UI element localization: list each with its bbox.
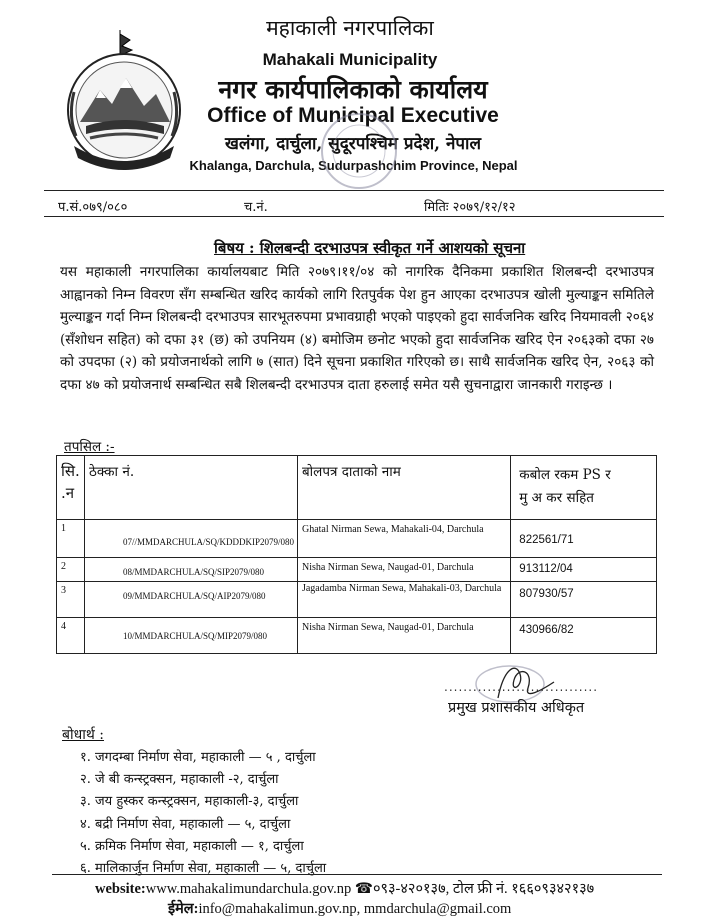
row-contract-number: 08/MMDARCHULA/SQ/SIP2079/080 [84,558,297,582]
row-contract-number: 10/MMDARCHULA/SQ/MIP2079/080 [84,618,297,654]
address-english: Khalanga, Darchula, Sudurpashchim Province, Nepal [189,158,518,173]
list-item: २. जे बी कन्स्ट्रक्सन, महाकाली -२, दार्चुला [80,772,279,788]
email-label: ईमेल: [168,901,199,917]
signature-line: ................................ [444,680,599,694]
dispatch-number: च.नं. [244,200,268,215]
document-date: मितिः २०७९/१२/१२ [424,200,516,215]
footer-email-line [168,898,511,918]
table-row [57,558,657,582]
recipient-list [80,747,326,880]
details-label: तपसिल :- [64,439,115,455]
telephone-icon: ☎ [354,881,373,897]
notice-subject: बिषय : शिलबन्दी दरभाउपत्र स्वीकृत गर्ने आशयको सूचना [214,239,526,257]
row-bid-amount: 430966/82 [511,618,657,654]
signatory-title: प्रमुख प्रशासकीय अधिकृत [448,700,585,716]
row-bid-amount: 822561/71 [511,520,657,558]
list-item: ६. मालिकार्जुन निर्माण सेवा, महाकाली — ५, दार्चुला [80,861,327,877]
table-row [57,618,657,654]
row-bid-amount: 807930/57 [511,582,657,618]
list-item: ५. क्रमिक निर्माण सेवा, महाकाली — १, दार्चुला [80,838,304,854]
row-bidder-name: Nisha Nirman Sewa, Naugad-01, Darchula [297,618,510,654]
phone-number: ०९३-४२०१३७, टोल फ्री नं. १६६०९३४२१३७ [372,881,595,897]
list-item: ३. जय हुस्कर कन्स्ट्रक्सन, महाकाली-३, दार्चुला [80,794,299,810]
header-serial: सि. .न [57,456,85,520]
office-stamp [318,110,400,192]
row-serial: 2 [57,558,85,582]
row-serial: 1 [57,520,85,558]
row-bid-amount: 913112/04 [511,558,657,582]
table-header-row [57,456,657,520]
header-bid-amount: कबोल रकम PS र मु अ कर सहित [511,456,657,520]
row-bidder-name: Nisha Nirman Sewa, Naugad-01, Darchula [297,558,510,582]
municipality-emblem [60,26,188,172]
office-name-english: Office of Municipal Executive [207,104,499,127]
email-address[interactable]: info@mahakalimun.gov.np, mmdarchula@gmail.com [198,901,512,917]
footer-divider [52,874,662,875]
list-item: १. जगदम्बा निर्माण सेवा, महाकाली — ५ , दार्चुला [80,750,316,765]
municipality-name-english: Mahakali Municipality [262,50,438,69]
footer-contact-line [95,878,594,898]
header-bidder-name: बोलपत्र दाताको नाम [297,456,510,520]
row-contract-number: 07//MMDARCHULA/SQ/KDDDKIP2079/080 [84,520,297,558]
list-item: ४. बद्री निर्माण सेवा, महाकाली — ५, दार्चुला [80,816,291,832]
address-nepali: खलंगा, दार्चुला, सुदूरपश्चिम प्रदेश, नेपाल [225,134,481,154]
row-serial: 4 [57,618,85,654]
website-label: website: [95,881,146,897]
website-link[interactable]: www.mahakalimundarchula.gov.np [145,881,352,897]
reference-divider [44,216,664,217]
row-contract-number: 09/MMDARCHULA/SQ/AIP2079/080 [84,582,297,618]
reference-number: प.सं.०७९/०८० [58,200,128,215]
office-name-nepali: नगर कार्यपालिकाको कार्यालय [218,75,488,104]
bid-details-table [56,455,657,654]
row-bidder-name: Ghatal Nirman Sewa, Mahakali-04, Darchula [297,520,510,558]
table-row [57,582,657,618]
header-contract-number: ठेक्का नं. [84,456,297,520]
copy-to-label: बोधार्थ : [62,727,104,743]
header-divider [44,190,664,191]
row-serial: 3 [57,582,85,618]
table-row [57,520,657,558]
row-bidder-name: Jagadamba Nirman Sewa, Mahakali-03, Darchula [297,582,510,618]
municipality-name-nepali: महाकाली नगरपालिका [266,16,434,40]
notice-body: यस महाकाली नगरपालिका कार्यालयबाट मिति २०७९।११/०४ को नागरिक दैनिकमा प्रकाशित शिलबन्दी दरभाउपत्र आह्वानको निम्न विवरण सँग सम्बन्धित खरिद कार्यको लागि रितपुर्वक पेश हुन आएका दरभाउपत्र खोली मुल्याङ्कन समितिले मुल्याङ्कन गर्दा निम्न शिलबन्दी दरभाउपत्र सारभूतरुपमा प्रभावग्राही भएको पाइएको हुदा सार्वजनिक खरिद नियमावली २०६४ (सँशोधन सहित) को दफा ३१ (छ) को उपनियम (४) बमोजिम छनोट भएको हुदा सार्वजनिक खरिद ऐन २०६३को दफा २७ को उपदफा (२) को प्रयोजनार्थको लागि ७ (सात) दिने सूचना प्रकाशित गरिएको छ। साथै सार्वजनिक खरिद ऐन, २०६३ को दफा ४७ को प्रयोजनार्थ सम्बन्धित सबै शिलबन्दी दरभाउपत्र दाता हरुलाई समेत यसै सुचनाद्वारा जानकारी गराइन्छ । [60,264,654,393]
